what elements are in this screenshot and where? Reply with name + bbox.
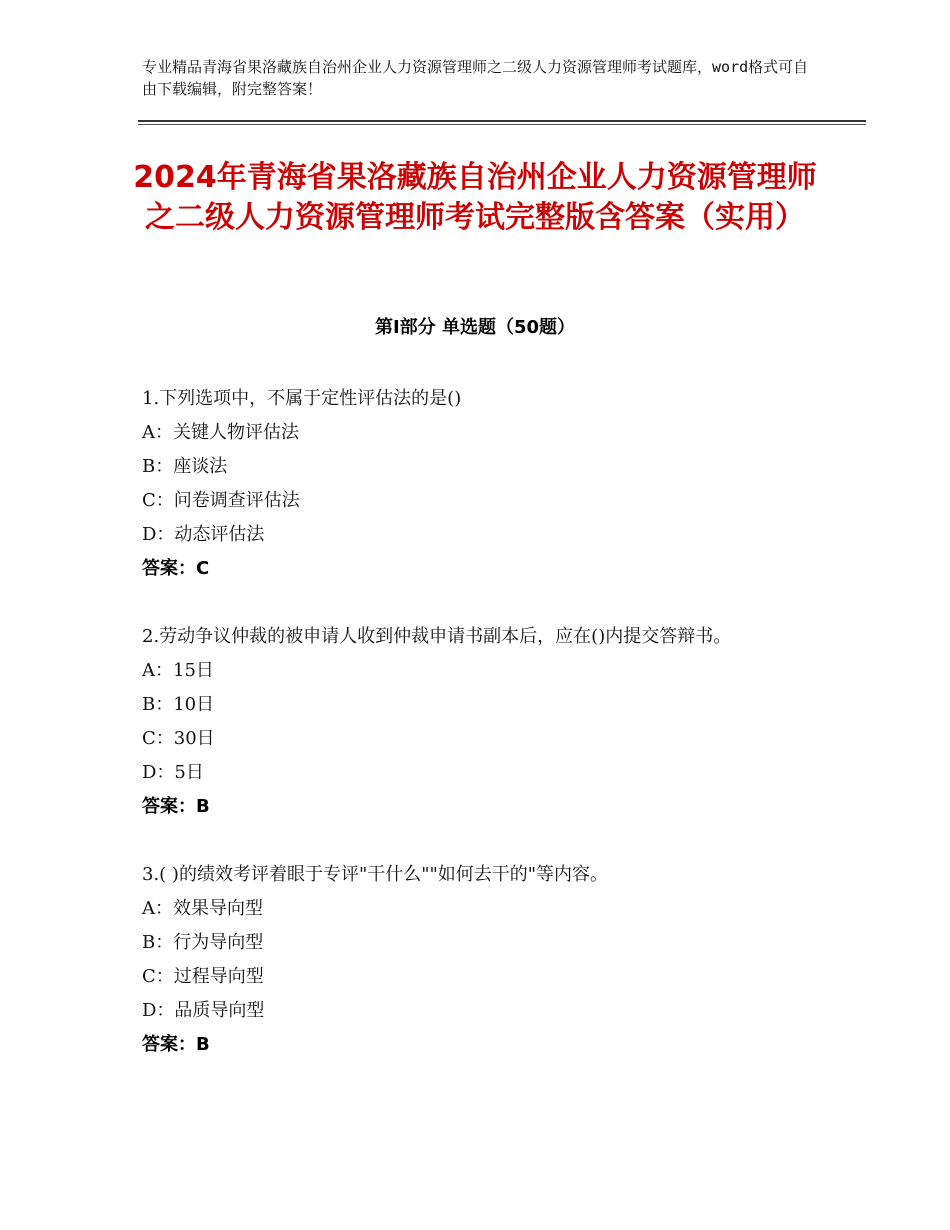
section-title: 第Ⅰ部分 单选题（50题） — [374, 317, 575, 338]
question-1 — [142, 382, 822, 586]
header-note: 专业精品青海省果洛藏族自治州企业人力资源管理师之二级人力资源管理师考试题库，word格式可自由下载编辑，附完整答案！ — [142, 58, 809, 98]
option-a: A：关键人物评估法 — [142, 422, 299, 443]
option-b: B：10日 — [142, 694, 215, 715]
option-a: A：效果导向型 — [142, 898, 263, 919]
question-stem: 1.下列选项中，不属于定性评估法的是() — [142, 388, 462, 409]
question-list — [142, 382, 822, 1096]
answer: 答案：B — [142, 796, 210, 817]
question-stem: 3.( )的绩效考评着眼于专评"干什么""如何去干的"等内容。 — [142, 864, 609, 885]
option-c: C：30日 — [142, 728, 215, 749]
document-title: 2024年青海省果洛藏族自治州企业人力资源管理师之二级人力资源管理师考试完整版含答案（实用） — [133, 160, 817, 235]
option-a: A：15日 — [142, 660, 214, 681]
question-stem: 2.劳动争议仲裁的被申请人收到仲裁申请书副本后，应在()内提交答辩书。 — [142, 626, 732, 647]
question-2 — [142, 620, 822, 824]
option-d: D：品质导向型 — [142, 1000, 265, 1021]
answer: 答案：C — [142, 558, 210, 579]
option-d: D：动态评估法 — [142, 524, 265, 545]
answer: 答案：B — [142, 1034, 210, 1055]
question-3 — [142, 858, 822, 1062]
header-rule-thick — [138, 120, 866, 122]
option-b: B：行为导向型 — [142, 932, 264, 953]
option-c: C：过程导向型 — [142, 966, 264, 987]
option-b: B：座谈法 — [142, 456, 228, 477]
option-d: D：5日 — [142, 762, 204, 783]
option-c: C：问卷调查评估法 — [142, 490, 300, 511]
header-rule-thin — [138, 124, 866, 125]
